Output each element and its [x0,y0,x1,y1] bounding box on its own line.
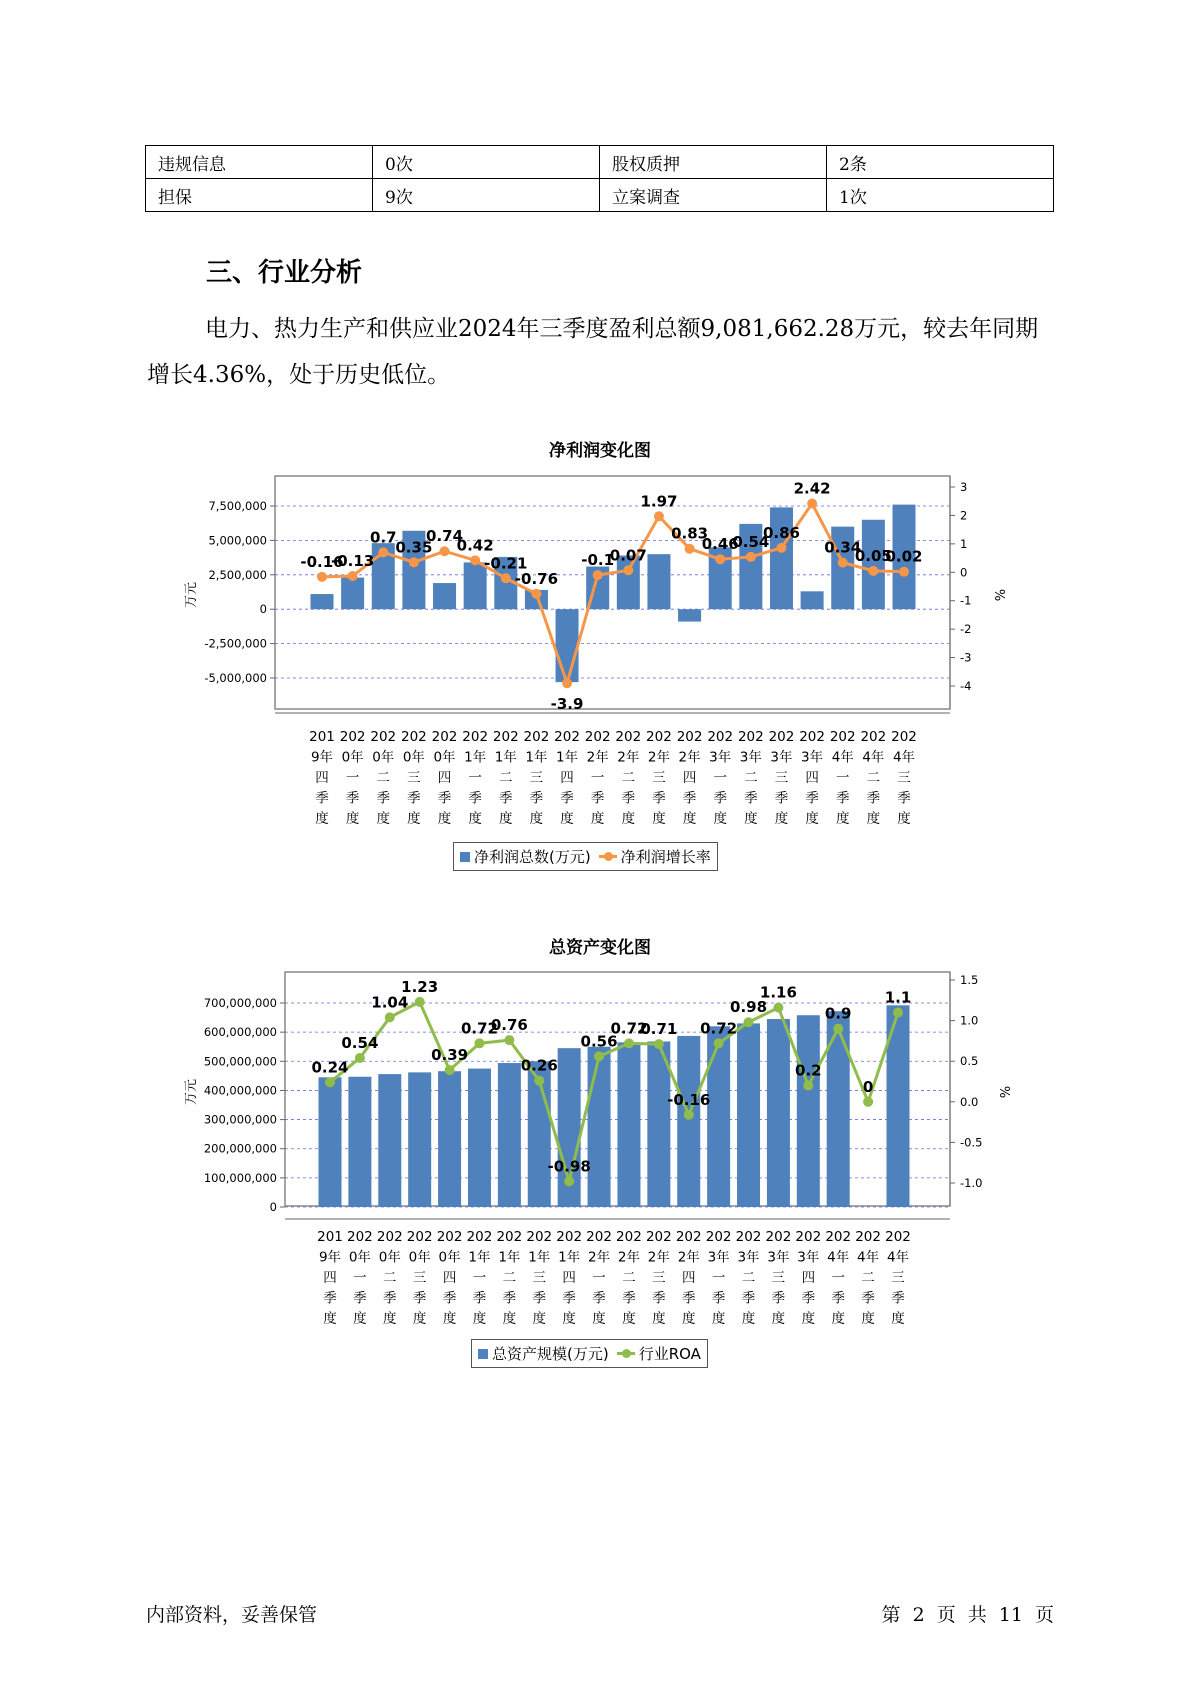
data-label: 0.24 [311,1058,349,1077]
data-label: 1.04 [371,993,409,1012]
data-label: 1.1 [884,988,912,1007]
x-tick-label: 202 3年四季度 [795,1229,822,1327]
data-label: 0.72 [610,1019,648,1038]
line-point [893,1007,903,1017]
line-point [744,1017,754,1027]
y-tick-label: 500,000,000 [203,1054,277,1069]
data-label: 0.39 [431,1046,469,1065]
y2-tick-label: 1.5 [960,973,979,987]
y2-tick-label: 1.0 [960,1013,979,1028]
line-point [355,1053,365,1063]
x-tick-label: 202 3年三季度 [768,729,795,827]
data-label: 0.54 [732,532,770,551]
x-tick-label: 202 4年三季度 [885,1229,911,1327]
data-label: 0.71 [640,1020,678,1039]
line-point [564,1176,574,1186]
data-label: 0.35 [395,538,433,557]
y-tick-label: 200,000,000 [203,1141,277,1156]
table-cell: 2条 [827,146,1054,179]
line-point [714,1038,724,1048]
table-cell: 违规信息 [146,146,373,179]
y-tick-label: 0 [259,602,267,617]
body-paragraph: 电力、热力生产和供应业2024年三季度盈利总额9,081,662.28万元，较去年同期增长4.36%，处于历史低位。 [147,316,1039,388]
y-tick-label: -2,500,000 [204,636,267,651]
data-label: 0.72 [700,1019,738,1038]
table-cell: 立案调查 [600,179,827,212]
bar [707,1026,730,1207]
data-label: 0.9 [824,1004,852,1023]
x-tick-label: 202 4年一季度 [825,1229,852,1327]
y2-tick-label: -1 [960,593,972,608]
footer-confidential: 内部资料，妥善保管 [146,1604,318,1626]
line-point [594,1051,604,1061]
y2-tick-label: 0.5 [960,1054,979,1069]
data-label: -0.13 [331,551,375,570]
y-tick-label: 600,000,000 [203,1025,277,1040]
y-tick-label: 0 [269,1200,277,1214]
y2-tick-label: 0 [960,565,968,580]
data-label: 0.05 [854,546,892,565]
y-tick-label: 2,500,000 [208,567,267,582]
x-tick-label: 202 3年三季度 [765,1229,792,1327]
data-label: 0.83 [671,524,709,543]
bar [737,1023,760,1207]
x-tick-label: 202 1年四季度 [554,729,580,827]
data-label: 1.16 [759,983,797,1002]
bar [498,1063,521,1207]
x-tick-label: 202 3年二季度 [737,729,764,827]
table-cell: 担保 [146,179,373,212]
y2-tick-label: 2 [960,508,968,523]
data-label: -0.1 [581,551,615,570]
table-cell: 9次 [373,179,600,212]
data-label: 0.42 [456,536,494,555]
section-title: 三、行业分析 [206,258,363,288]
data-label: 0.02 [885,547,923,566]
x-tick-label: 202 1年三季度 [523,729,550,827]
y-tick-label: 400,000,000 [203,1083,277,1098]
bar [797,1015,820,1207]
bar [588,1047,611,1207]
x-tick-label: 202 4年二季度 [860,729,887,827]
data-label: 0.72 [460,1019,498,1038]
data-label: 0.98 [730,998,768,1017]
y-tick-label: 700,000,000 [203,996,277,1010]
data-label: -0.98 [547,1157,591,1176]
chart-2-title: 总资产变化图 [549,938,651,958]
table-cell: 股权质押 [600,146,827,179]
x-tick-label: 202 3年四季度 [799,729,825,827]
x-tick-label: 202 1年一季度 [466,1229,493,1327]
chart-1-title: 净利润变化图 [549,441,651,461]
data-label: 1.97 [640,492,678,511]
bar [767,1019,790,1207]
line-point [415,997,425,1007]
data-label: 2.42 [793,479,831,498]
x-tick-label: 202 2年二季度 [615,729,642,827]
y2-tick-label: 1 [960,536,968,551]
x-tick-label: 202 0年四季度 [436,1229,463,1327]
y-tick-label: 5,000,000 [208,533,267,548]
data-label: -0.21 [484,554,528,573]
bar [617,1042,640,1207]
line-point [833,1024,843,1034]
footer-page-number: 第 2 页 共 11 页 [881,1604,1054,1626]
bar [438,1071,461,1207]
line-point [504,1035,514,1045]
x-tick-label: 202 1年二季度 [496,1229,523,1327]
y-tick-label: 100,000,000 [203,1170,277,1185]
bar [408,1072,431,1207]
x-tick-label: 202 4年二季度 [855,1229,881,1327]
chart-2-legend [471,1339,708,1368]
y2-tick-label: -4 [960,679,972,693]
y-tick-label: -5,000,000 [204,671,267,685]
y2-tick-label: 3 [960,480,968,494]
legend-label: 净利润总数(万元) [474,848,591,866]
line-point [385,1012,395,1022]
data-label: 0.74 [426,527,464,546]
y2-tick-label: -3 [960,650,972,665]
legend-label: 净利润增长率 [620,848,711,866]
x-tick-label: 202 1年三季度 [526,1229,553,1327]
data-label: 0.56 [580,1032,618,1051]
data-label: 0.46 [701,535,739,554]
data-label: 0 [862,1077,874,1096]
x-tick-label: 202 4年三季度 [891,729,917,827]
x-tick-label: 202 2年三季度 [646,729,672,827]
x-tick-label: 202 0年二季度 [376,1229,403,1327]
x-tick-label: 202 0年三季度 [401,729,427,827]
data-label: 0.2 [795,1061,822,1080]
data-label: 0.86 [762,523,800,542]
x-tick-label: 202 4年一季度 [829,729,856,827]
data-label: 0.26 [520,1056,558,1075]
data-label: -0.76 [514,569,559,588]
x-tick-label: 202 0年一季度 [347,1229,373,1327]
x-tick-label: 202 3年一季度 [705,1229,732,1327]
table-cell: 1次 [827,179,1054,212]
y-tick-label: 7,500,000 [208,499,267,513]
y2-axis-label: % [996,1085,1011,1099]
y2-tick-label: -0.5 [960,1135,983,1150]
x-tick-label: 202 2年一季度 [586,1229,612,1327]
data-label: 0.34 [824,538,862,557]
x-tick-label: 202 2年四季度 [676,729,703,827]
x-tick-label: 202 2年四季度 [675,1229,702,1327]
bar [319,1077,342,1207]
legend-line-swatch [617,1352,635,1355]
y-axis-label: 万元 [184,581,199,609]
line-point [534,1076,544,1086]
line-point [803,1081,813,1091]
data-label: 1.23 [401,977,439,996]
line-point [684,1110,694,1120]
x-tick-label: 202 1年四季度 [556,1229,583,1327]
x-tick-label: 202 0年二季度 [370,729,397,827]
y2-tick-label: -1.0 [960,1176,983,1190]
y-axis-label: 万元 [184,1078,199,1106]
legend-bar-swatch [478,1349,488,1359]
line-point [624,1038,634,1048]
x-tick-label: 202 2年一季度 [584,729,611,827]
line-point [474,1038,484,1048]
bar [348,1077,371,1207]
line-point [863,1097,873,1107]
data-label: -0.16 [300,552,344,571]
line-point [773,1003,783,1013]
y2-tick-label: 0.0 [960,1094,979,1109]
x-tick-label: 202 3年二季度 [735,1229,762,1327]
x-tick-label: 202 2年二季度 [616,1229,642,1327]
data-label: -3.9 [550,695,584,714]
data-label: 0.76 [490,1016,528,1035]
line-point [654,1039,664,1049]
x-tick-label: 202 1年一季度 [462,729,489,827]
x-tick-label: 201 9年四季度 [309,729,335,827]
x-tick-label: 202 2年三季度 [645,1229,672,1327]
y2-axis-label: % [991,588,1006,602]
data-label: -0.16 [667,1090,711,1109]
data-label: 0.54 [341,1033,379,1052]
legend-label: 行业ROA [638,1345,701,1363]
line-point [325,1077,335,1087]
bar [468,1069,491,1207]
data-label: 0.07 [609,546,647,565]
legend-label: 总资产规模(万元) [492,1345,609,1363]
line-point [445,1065,455,1075]
x-tick-label: 202 3年一季度 [707,729,734,827]
y-tick-label: 300,000,000 [203,1112,277,1127]
bar [827,1011,850,1207]
x-tick-label: 202 0年一季度 [339,729,366,827]
x-tick-label: 202 0年四季度 [431,729,458,827]
x-tick-label: 202 0年三季度 [406,1229,433,1327]
bar [378,1074,401,1207]
table-cell: 0次 [373,146,600,179]
bar [677,1036,700,1207]
y2-tick-label: -2 [960,622,972,637]
x-tick-label: 201 9年四季度 [317,1229,343,1327]
x-tick-label: 202 1年二季度 [492,729,519,827]
data-label: 0.7 [369,528,397,547]
